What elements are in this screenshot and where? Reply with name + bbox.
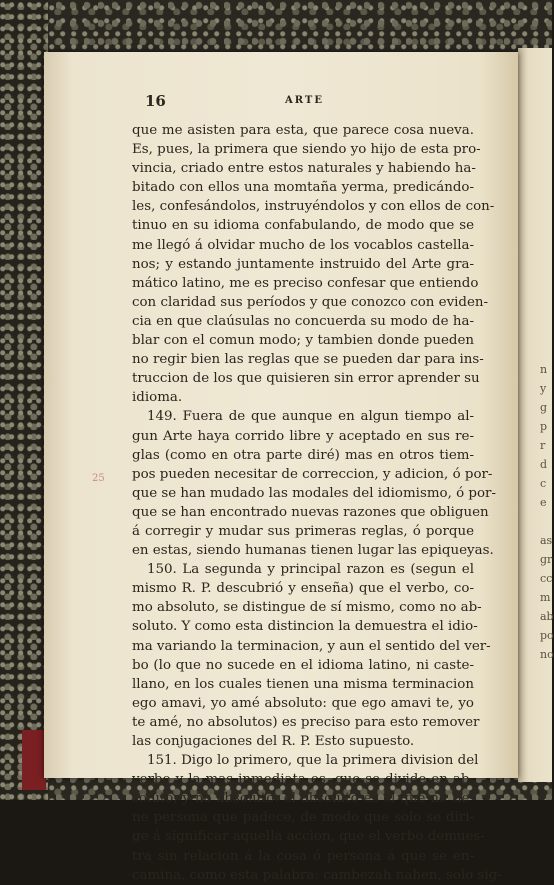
text-line: las conjugaciones del R. P. Esto supuesto. <box>132 734 415 749</box>
text-line: ge á significar aquella accion, que el verbo demues- <box>132 829 485 845</box>
text-line: cia en que claúsulas no concuerda su modo de ha- <box>132 313 474 329</box>
text-line: 150. La segunda y principal razon es (segun el <box>147 562 474 578</box>
text-line: 151. Digo lo primero, que la primera division del <box>147 753 479 769</box>
text-line: ne persona que padece, de modo que solo se diri- <box>132 810 474 826</box>
text-line: blar con el comun modo; y tambien donde pueden <box>132 333 474 349</box>
book-cover-edge <box>0 0 48 800</box>
text-line: les, confesándolos, instruyéndolos y con ellos de con- <box>132 199 495 215</box>
text-line: á corregir y mudar sus primeras reglas, ó porque <box>132 523 474 539</box>
text-line: verbo y la mas inmediata es, que se divide en ab- <box>132 772 474 788</box>
text-line: ma variando la terminacion, y aun el sentido del ver- <box>132 638 491 654</box>
text-line: que se han mudado las modales del idiomismo, ó por- <box>132 485 496 501</box>
text-line: llano, en los cuales tienen una misma terminacion <box>132 676 474 692</box>
text-line: nos; y estando juntamente instruido del Arte gra- <box>132 256 474 272</box>
text-line: me llegó á olvidar mucho de los vocablos castella- <box>132 237 474 253</box>
text-line: no regir bien las reglas que se pueden dar para ins- <box>132 352 484 368</box>
text-line: soluto. Y como esta distincion la demuestra el idio- <box>132 619 478 635</box>
text-line: te amé, no absolutos) es preciso para esto remover <box>132 714 480 730</box>
text-line: gun Arte haya corrido libre y aceptado en sus re- <box>132 428 474 444</box>
text-line: 149. Fuera de que aunque en algun tiempo al- <box>147 409 474 425</box>
text-line: ego amavi, yo amé absoluto: que ego amavi te, yo <box>132 695 474 711</box>
text-line: idioma. <box>132 390 183 406</box>
text-line: truccion de los que quisieren sin error aprender su <box>132 371 480 387</box>
page-header <box>145 92 475 112</box>
body-text <box>132 121 502 885</box>
text-line: con claridad sus períodos y que conozco con eviden- <box>132 294 489 310</box>
text-line: soluto, y no absoluto: el absoluto es el que no tie- <box>132 791 474 807</box>
running-head: ARTE <box>285 95 324 106</box>
text-line: bo (lo que no sucede en el idioma latino, ni caste- <box>132 657 474 673</box>
text-line: camina, como esta palabra: cambezah nahen, solo sig- <box>132 867 502 883</box>
facing-page-fragments: n y g p r d c e as gr cc m ab po no <box>540 363 554 661</box>
text-line: mo absoluto, se distingue de sí mismo, como no ab- <box>132 600 482 616</box>
text-line: tra sin relacion á la cosa ó persona á que se en- <box>132 848 474 864</box>
text-line: mismo R. P. descubrió y enseña) que el verbo, co- <box>132 581 474 597</box>
binding-corner <box>22 730 46 790</box>
text-line: vincia, criado entre estos naturales y habiendo ha- <box>132 161 476 177</box>
page-number: 16 <box>145 92 166 110</box>
text-line: pos pueden necesitar de correccion, y adicion, ó por- <box>132 466 493 482</box>
text-line: bitado con ellos una momtaña yerma, predicándo- <box>132 180 474 196</box>
text-line: Es, pues, la primera que siendo yo hijo de esta pro- <box>132 142 481 158</box>
text-line: que se han encontrado nuevas razones que obliguen <box>132 504 489 520</box>
text-line: mático latino, me es preciso confesar que entiendo <box>132 275 479 291</box>
text-line: en estas, siendo humanas tienen lugar las epiqueyas. <box>132 543 494 559</box>
margin-note: 25 <box>92 473 105 484</box>
text-line: que me asisten para esta, que parece cosa nueva. <box>132 123 474 138</box>
text-line: tinuo en su idioma confabulando, de modo que se <box>132 218 474 234</box>
text-line: glas (como en otra parte diré) mas en otros tiem- <box>132 447 474 463</box>
